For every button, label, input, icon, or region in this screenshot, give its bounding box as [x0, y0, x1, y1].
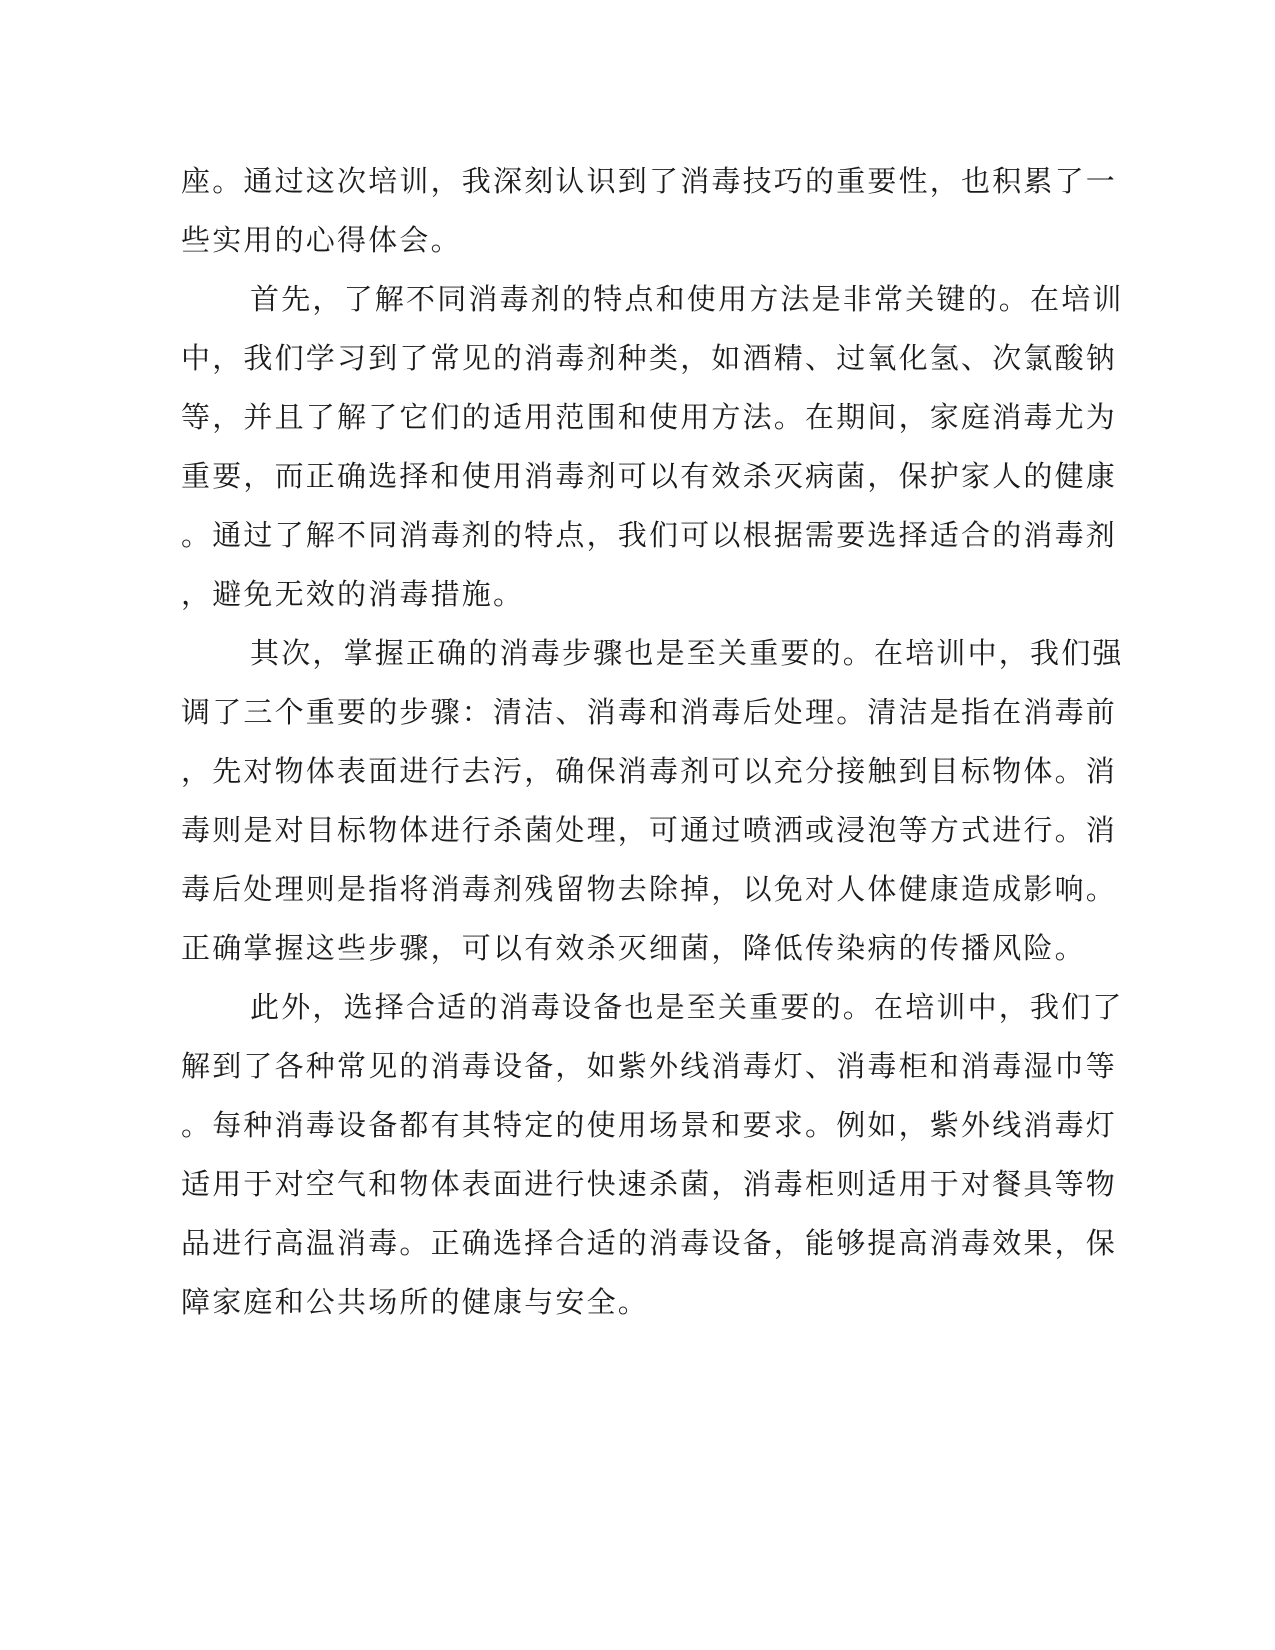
text-line: 重要，而正确选择和使用消毒剂可以有效杀灭病菌，保护家人的健康 — [181, 459, 1118, 493]
paragraph-first-line: 其次，掌握正确的消毒步骤也是至关重要的。在培训中，我们强 — [250, 636, 1124, 670]
text-line: 中，我们学习到了常见的消毒剂种类，如酒精、过氧化氢、次氯酸钠 — [181, 341, 1118, 375]
text-line: 品进行高温消毒。正确选择合适的消毒设备，能够提高消毒效果，保 — [181, 1226, 1118, 1260]
text-line: 。通过了解不同消毒剂的特点，我们可以根据需要选择适合的消毒剂 — [181, 518, 1118, 552]
text-line: 适用于对空气和物体表面进行快速杀菌，消毒柜则适用于对餐具等物 — [181, 1167, 1118, 1201]
text-line: 等，并且了解了它们的适用范围和使用方法。在期间，家庭消毒尤为 — [181, 400, 1118, 434]
text-line: 座。通过这次培训，我深刻认识到了消毒技巧的重要性，也积累了一 — [181, 164, 1118, 198]
text-line: ，避免无效的消毒措施。 — [181, 577, 525, 611]
paragraph-first-line: 此外，选择合适的消毒设备也是至关重要的。在培训中，我们了 — [250, 990, 1124, 1024]
text-line: 障家庭和公共场所的健康与安全。 — [181, 1285, 650, 1319]
paragraph-first-line: 首先，了解不同消毒剂的特点和使用方法是非常关键的。在培训 — [250, 282, 1124, 316]
text-line: 调了三个重要的步骤：清洁、消毒和消毒后处理。清洁是指在消毒前 — [181, 695, 1118, 729]
text-line: 。每种消毒设备都有其特定的使用场景和要求。例如，紫外线消毒灯 — [181, 1108, 1118, 1142]
text-line: ，先对物体表面进行去污，确保消毒剂可以充分接触到目标物体。消 — [181, 754, 1118, 788]
text-line: 毒则是对目标物体进行杀菌处理，可通过喷洒或浸泡等方式进行。消 — [181, 813, 1118, 847]
text-line: 毒后处理则是指将消毒剂残留物去除掉，以免对人体健康造成影响。 — [181, 872, 1118, 906]
text-line: 些实用的心得体会。 — [181, 223, 462, 257]
text-line: 解到了各种常见的消毒设备，如紫外线消毒灯、消毒柜和消毒湿巾等 — [181, 1049, 1118, 1083]
text-line: 正确掌握这些步骤，可以有效杀灭细菌，降低传染病的传播风险。 — [181, 931, 1086, 965]
